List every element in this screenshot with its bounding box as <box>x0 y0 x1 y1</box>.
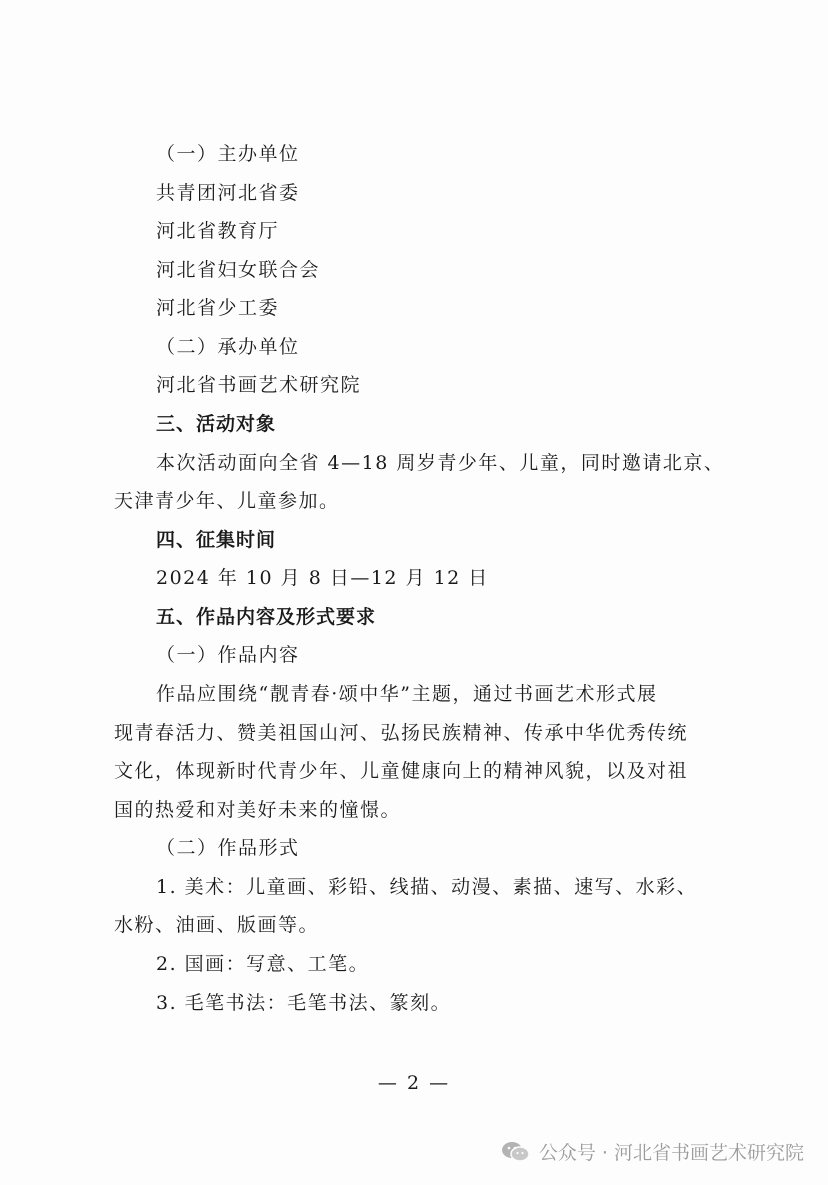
section-heading-participants: 三、活动对象 <box>156 413 277 435</box>
organizer-item: 河北省妇女联合会 <box>156 259 321 281</box>
paragraph-line: 天津青少年、儿童参加。 <box>114 490 340 512</box>
collection-period: 2024 年 10 月 8 日—12 月 12 日 <box>156 567 489 589</box>
form-item-painting: 2. 国画：写意、工笔。 <box>156 953 370 975</box>
subheading-form: （二）作品形式 <box>156 837 300 859</box>
paragraph-line: 水粉、油画、版画等。 <box>114 914 320 936</box>
page-number: — 2 — <box>377 1072 451 1094</box>
paragraph-line: 本次活动面向全省 4—18 周岁青少年、儿童，同时邀请北京、 <box>156 452 725 474</box>
form-item-art: 1. 美术：儿童画、彩铅、线描、动漫、素描、速写、水彩、 <box>156 876 698 898</box>
wechat-icon <box>501 1140 531 1164</box>
organizer-item: 河北省少工委 <box>156 297 280 319</box>
form-item-calligraphy: 3. 毛笔书法：毛笔书法、篆刻。 <box>156 992 452 1014</box>
subheading-organizer: （一）主办单位 <box>156 143 300 165</box>
subheading-content: （一）作品内容 <box>156 644 300 666</box>
organizer-item: 共青团河北省委 <box>156 182 300 204</box>
paragraph-line: 作品应围绕“靓青春·颂中华”主题，通过书画艺术形式展 <box>156 683 658 705</box>
section-heading-requirements: 五、作品内容及形式要求 <box>156 606 377 628</box>
paragraph-line: 国的热爱和对美好未来的憧憬。 <box>114 799 402 821</box>
section-heading-period: 四、征集时间 <box>156 529 277 551</box>
paragraph-line: 文化，体现新时代青少年、儿童健康向上的精神风貌，以及对祖 <box>114 760 689 782</box>
paragraph-line: 现青春活力、赞美祖国山河、弘扬民族精神、传承中华优秀传统 <box>114 722 689 744</box>
subheading-co-organizer: （二）承办单位 <box>156 336 300 358</box>
watermark-text: 公众号 · 河北省书画艺术研究院 <box>538 1142 804 1164</box>
co-organizer-item: 河北省书画艺术研究院 <box>156 374 362 396</box>
organizer-item: 河北省教育厅 <box>156 220 280 242</box>
watermark <box>501 1138 804 1165</box>
